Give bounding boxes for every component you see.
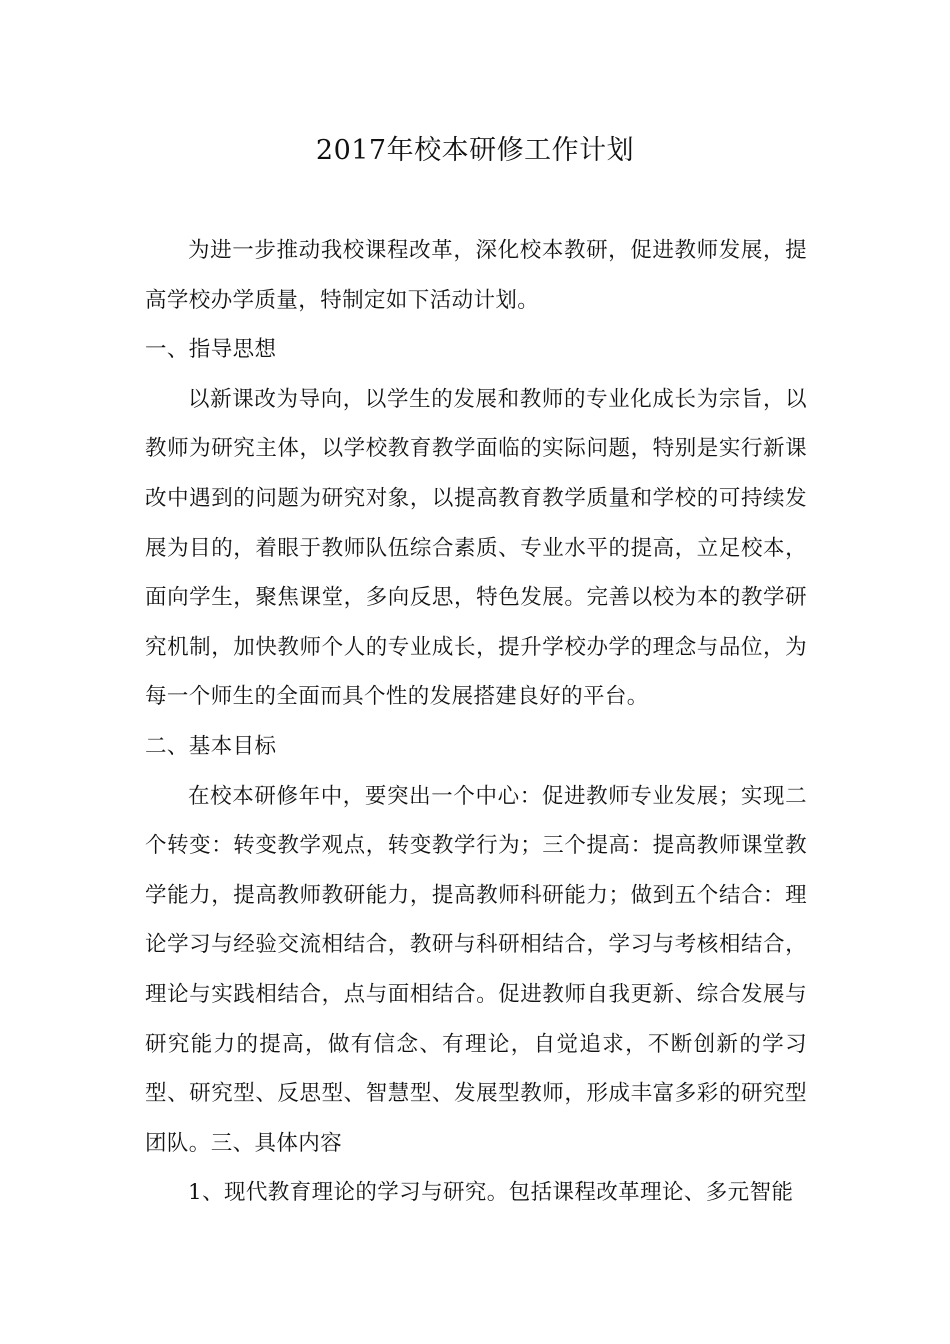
document-title: 2017年校本研修工作计划 (315, 135, 635, 166)
content-item-1: 1、现代教育理论的学习与研究。包括课程改革理论、多元智能 (188, 1180, 794, 1206)
basic-goals-paragraph: 在校本研修年中，要突出一个中心：促进教师专业发展；实现二个转变：转变教学观点，转变教学行为；三个提高：提高教师课堂教学能力，提高教师教研能力，提高教师科研能力；做到五个结合：理论学习与经验交流相结合，教研与科研相结合，学习与考核相结合，理论与实践相结合，点与面相结合。促进教师自我更新、综合发展与研究能力的提高，做有信念、有理论，自觉追求，不断创新的学习型、研究型、反思型、智慧型、发展型教师，形成丰富多彩的研究型团队。三、具体内容 (145, 783, 807, 1156)
intro-paragraph: 为进一步推动我校课程改革，深化校本教研，促进教师发展，提高学校办学质量，特制定如下活动计划。 (145, 238, 807, 313)
section-heading-basic-goals: 二、基本目标 (145, 733, 277, 759)
guiding-ideology-paragraph: 以新课改为导向，以学生的发展和教师的专业化成长为宗旨，以教师为研究主体，以学校教育教学面临的实际问题，特别是实行新课改中遇到的问题为研究对象，以提高教育教学质量和学校的可持续发展为目的，着眼于教师队伍综合素质、专业水平的提高，立足校本，面向学生，聚焦课堂，多向反思，特色发展。完善以校为本的教学研究机制，加快教师个人的专业成长，提升学校办学的理念与品位，为每一个师生的全面而具个性的发展搭建良好的平台。 (145, 386, 807, 710)
section-heading-guiding-ideology: 一、指导思想 (145, 337, 277, 363)
document-body (145, 226, 807, 1218)
